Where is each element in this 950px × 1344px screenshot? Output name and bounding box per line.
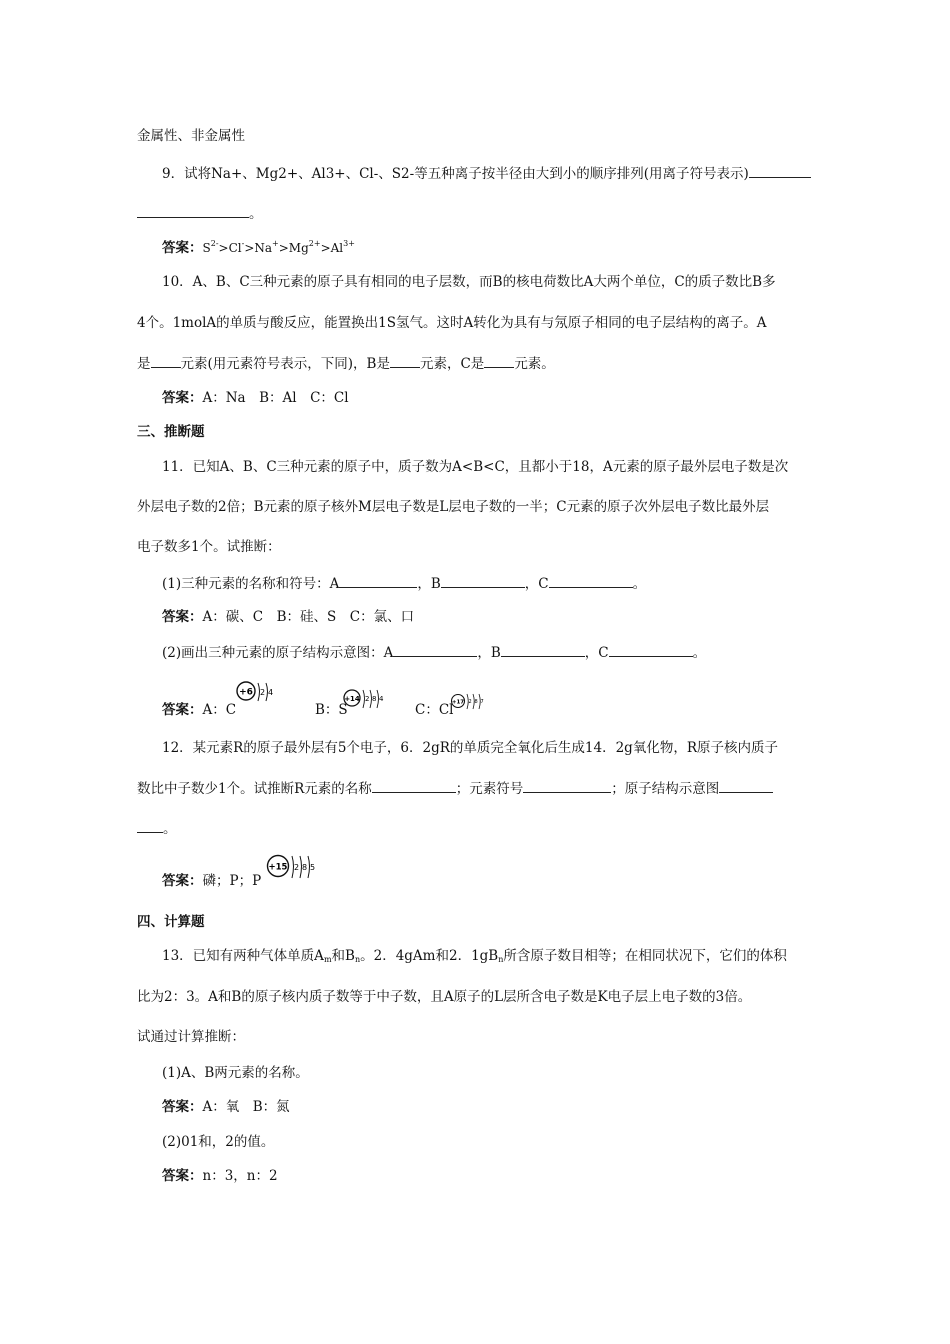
- answer-10: [162, 388, 349, 408]
- answer-label: 答案：: [162, 240, 203, 256]
- answer-blank: [390, 353, 420, 368]
- answer-blank: [393, 642, 477, 657]
- answer-blank: [151, 353, 181, 368]
- answer-text: A：氧 B：氮: [202, 1099, 290, 1115]
- answer-text: A：C: [202, 702, 237, 718]
- answer-label: 答案：: [162, 609, 203, 625]
- answer-blank: [484, 353, 514, 368]
- question-10-line2: 4个。1molA的单质与酸反应，能置换出1S氢气。这时A转化为具有与氖原子相同的电子层结构的离子。A: [137, 315, 767, 331]
- answer-label: 答案：: [162, 1099, 203, 1115]
- question-11-line1: 11．已知A、B、C三种元素的原子中，质子数为A<B<C，且都小于18，A元素的原子最外层电子数是次: [162, 459, 789, 475]
- answer-13-2: [162, 1166, 278, 1186]
- answer-label: 答案：: [162, 1168, 203, 1184]
- question-13-line2: 比为2：3。A和B的原子核内质子数等于中子数，且A原子的L层所含电子数是K电子层上电子数的3倍。: [137, 989, 752, 1005]
- answer-text: A：Na B：Al C：Cl: [202, 390, 349, 406]
- svg-text:2: 2: [468, 699, 472, 705]
- question-13-line3: 试通过计算推断：: [137, 1029, 245, 1045]
- svg-text:8: 8: [302, 863, 308, 872]
- atom-diagram-carbon: [235, 681, 287, 707]
- question-12-line2: 数比中子数少1个。试推断R元素的名称 ；元素符号 ；原子结构示意图: [137, 778, 773, 799]
- answer-label: 答案：: [162, 873, 203, 889]
- section-heading: 四、计算题: [137, 914, 205, 930]
- answer-text: A：碳、C B：硅、S C：氯、口: [202, 609, 415, 625]
- svg-text:8: 8: [474, 699, 478, 705]
- svg-text:2: 2: [294, 863, 300, 872]
- question-13-part1: (1)A、B两元素的名称。: [162, 1065, 309, 1081]
- question-11-line2: 外层电子数的2倍；B元素的原子核外M层电子数是L层电子数的一半；C元素的原子次外层电子数比最外层: [137, 499, 770, 515]
- period: 。: [249, 206, 263, 222]
- svg-text:5: 5: [310, 863, 316, 872]
- answer-label: 答案：: [162, 702, 203, 718]
- answer-text: n：3，n：2: [202, 1168, 278, 1184]
- question-9-cont: [137, 203, 263, 224]
- question-11-part1: (1)三种元素的名称和符号：A ，B ，C 。: [162, 573, 646, 594]
- question-11-line3: 电子数多1个。试推断：: [137, 539, 281, 555]
- svg-text:+17: +17: [451, 699, 465, 706]
- svg-text:2: 2: [260, 688, 266, 697]
- answer-blank: [339, 573, 417, 588]
- answer-12: [162, 871, 261, 891]
- answer-text-b: B：S: [315, 702, 348, 718]
- answer-11-2: [162, 700, 236, 720]
- question-10-line3: 是 元素(用元素符号表示，下同)，B是 元素，C是 元素。: [137, 353, 555, 374]
- answer-blank: [719, 778, 773, 793]
- question-13-line1: 13．已知有两种气体单质$A_m$和$B_n$。2．4gAm和2．$1gB_n$所含原子数目相等；在相同状况下，它们的体积: [162, 948, 787, 964]
- svg-text:4: 4: [268, 688, 274, 697]
- question-12-line3: 。: [137, 818, 177, 839]
- question-text: 9．试将Na+、Mg2+、Al3+、Cl-、S2-等五种离子按半径由大到小的顺序排列(用离子符号表示): [162, 166, 749, 182]
- section-heading: 三、推断题: [137, 424, 205, 440]
- svg-text:4: 4: [379, 695, 384, 703]
- answer-9: [162, 238, 355, 258]
- svg-text:2: 2: [365, 695, 370, 703]
- question-9: [162, 163, 811, 184]
- svg-text:+15: +15: [268, 862, 288, 873]
- atom-diagram-phosphorus: [266, 854, 322, 882]
- answer-blank: [523, 778, 611, 793]
- answer-blank: [372, 778, 456, 793]
- svg-text:8: 8: [372, 695, 377, 703]
- svg-text:7: 7: [480, 699, 484, 705]
- text-line: 金属性、非金属性: [137, 128, 245, 144]
- answer-11-1: [162, 607, 414, 627]
- question-11-part2: (2)画出三种元素的原子结构示意图：A ，B ，C 。: [162, 642, 706, 663]
- svg-text:+14: +14: [344, 695, 360, 703]
- answer-label: 答案：: [162, 390, 203, 406]
- answer-blank: [137, 203, 249, 218]
- answer-13-1: [162, 1097, 290, 1117]
- question-10-line1: 10．A、B、C三种元素的原子具有相同的电子层数，而B的核电荷数比A大两个单位，C的质子数比B多: [162, 274, 776, 290]
- atom-diagram-chlorine: [451, 693, 491, 713]
- answer-text: 磷；P；P: [202, 873, 262, 889]
- answer-blank: [137, 818, 163, 833]
- answer-blank: [749, 163, 811, 178]
- answer-text-c: C：Cl: [415, 702, 454, 718]
- question-12-line1: 12．某元素R的原子最外层有5个电子，6．2gR的单质完全氧化后生成14．2g氧化物，R原子核内质子: [162, 740, 778, 756]
- answer-blank: [501, 642, 585, 657]
- answer-blank: [549, 573, 633, 588]
- atom-diagram-silicon: [343, 688, 393, 712]
- answer-text: $S^{2-}>Cl^->Na^+>Mg^{2+}>Al^{3+}$: [202, 239, 355, 255]
- question-13-part2: (2)01和，2的值。: [162, 1134, 275, 1150]
- answer-blank: [441, 573, 525, 588]
- answer-blank: [609, 642, 693, 657]
- svg-text:+6: +6: [239, 687, 253, 698]
